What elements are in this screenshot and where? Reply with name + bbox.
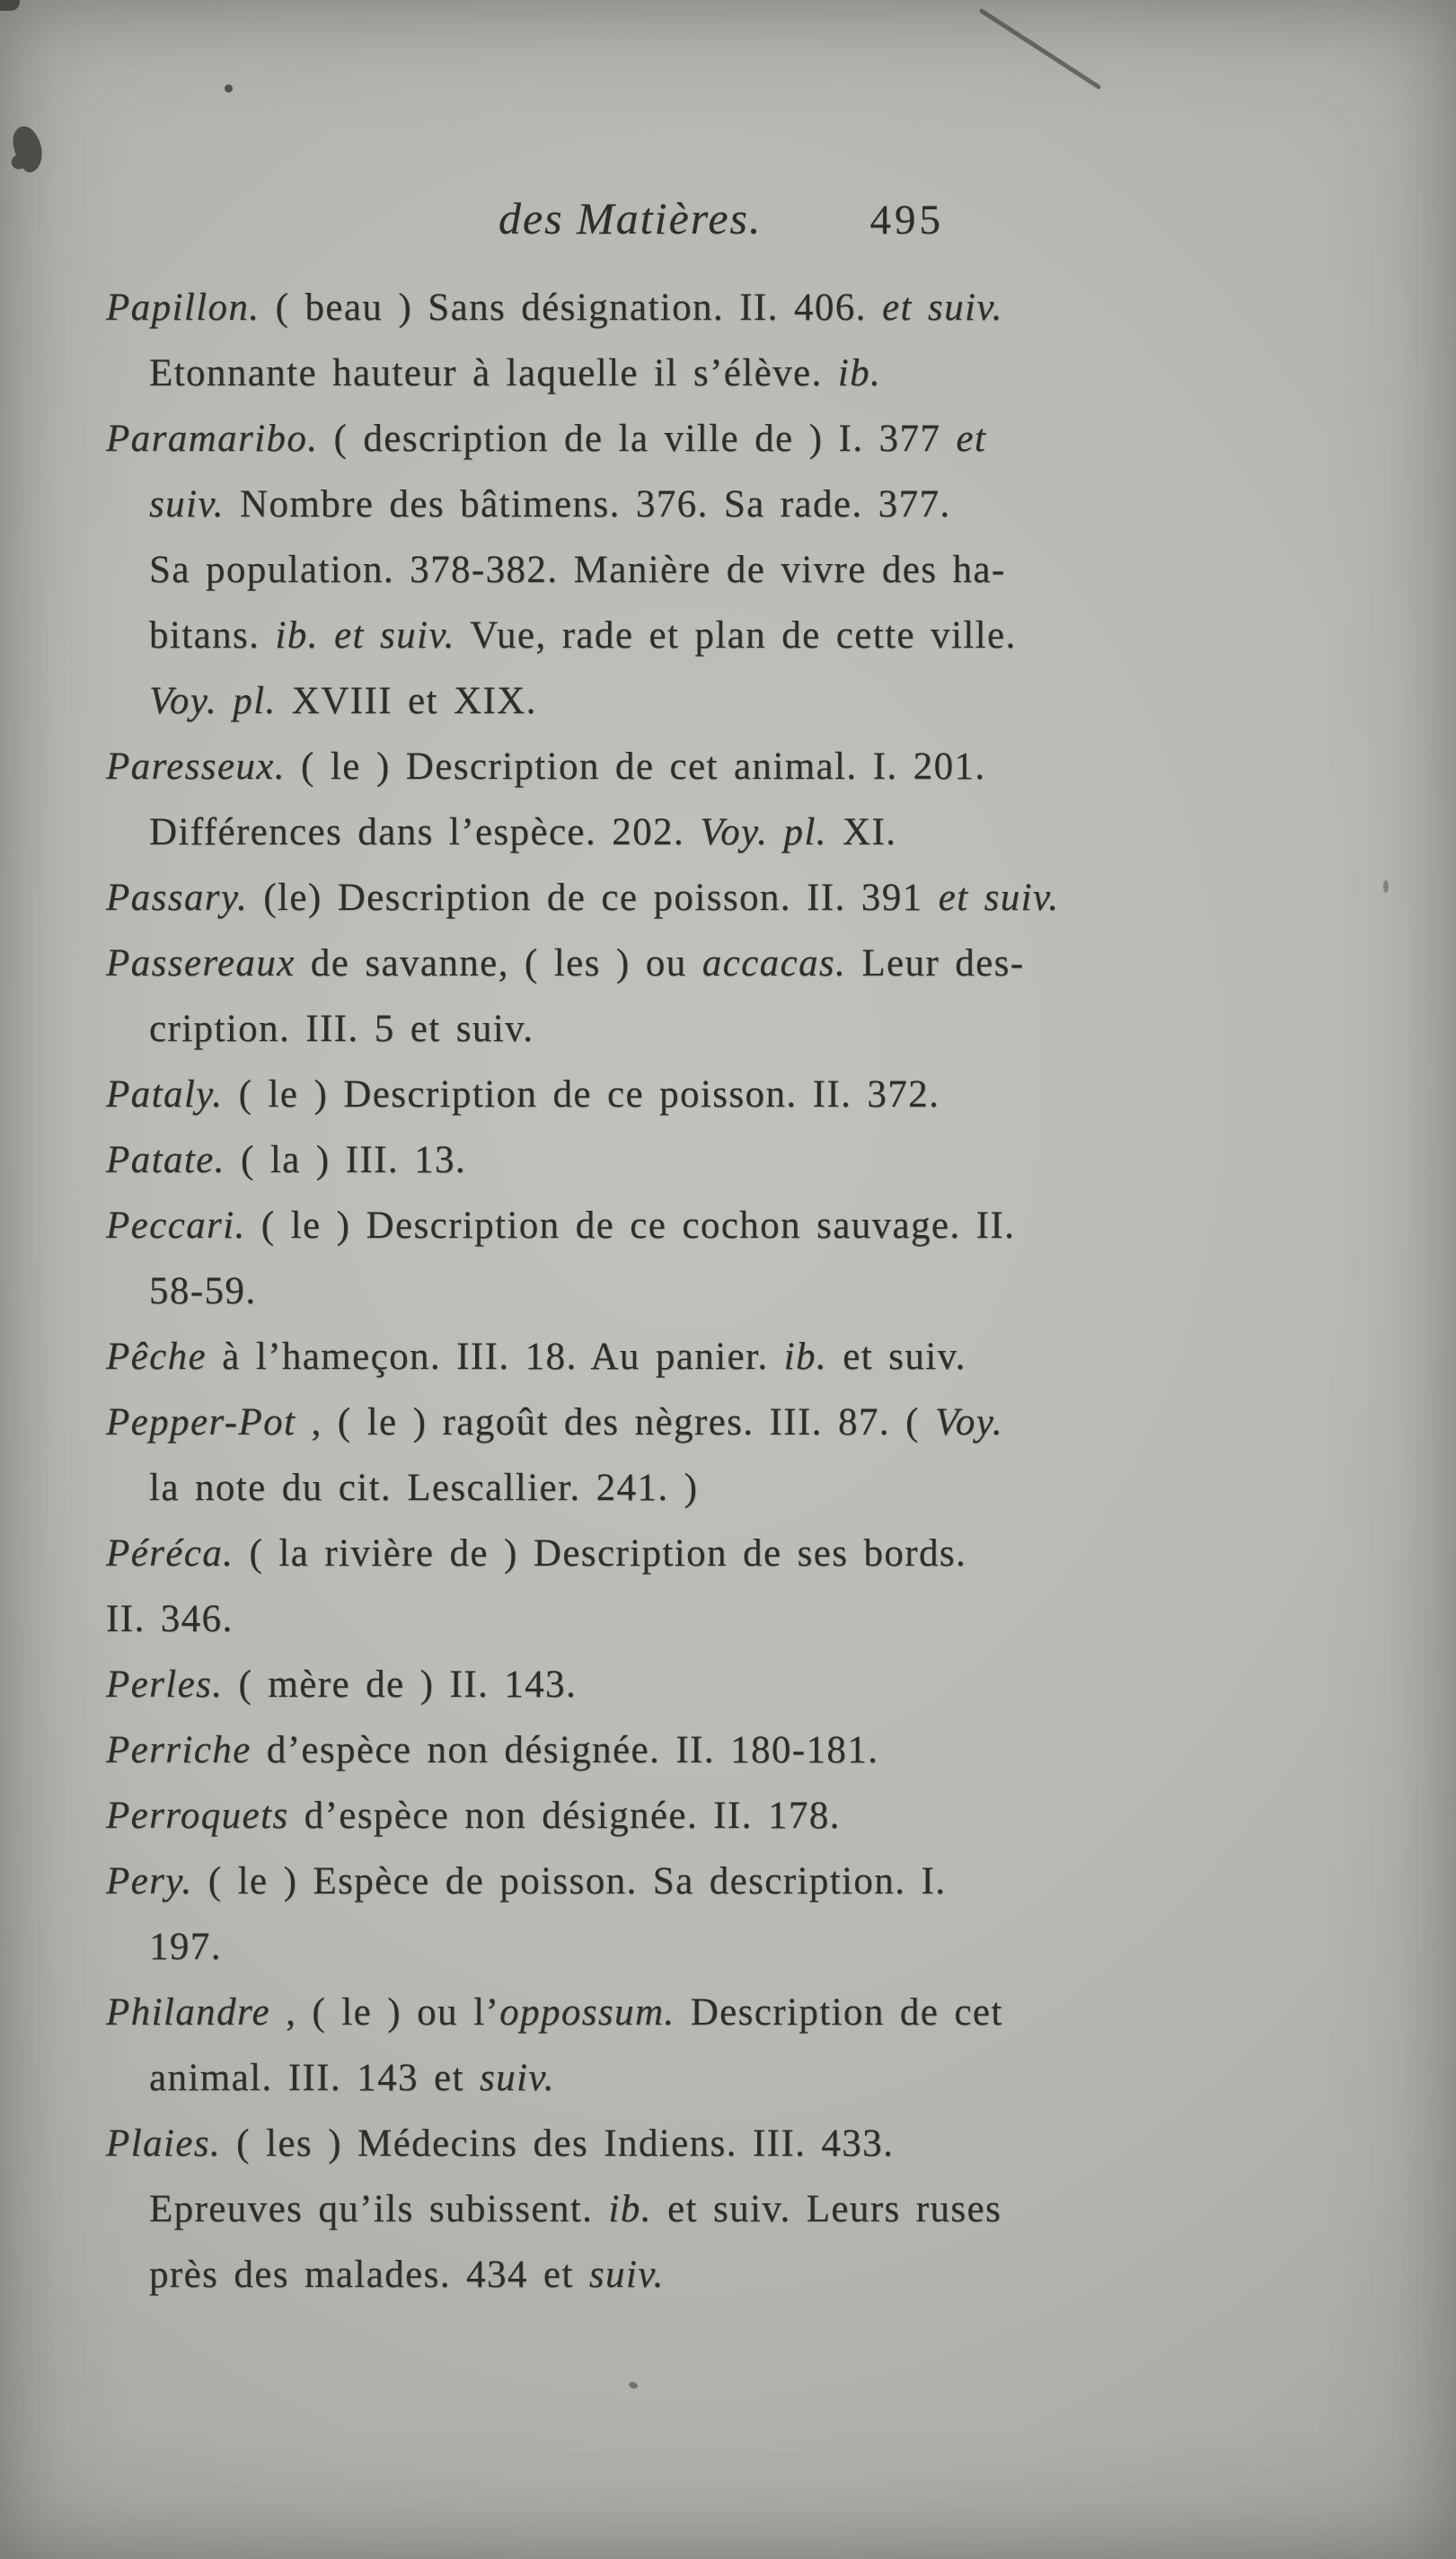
italic-text: Passereaux [106, 942, 296, 984]
roman-text: d’espèce non désignée. II. 180-181. [251, 1729, 879, 1771]
italic-text: suiv. [149, 483, 225, 525]
entry-line [106, 1914, 1337, 1980]
roman-text: XI. [826, 811, 897, 853]
index-entry [106, 865, 1337, 931]
italic-text: Paresseux. [106, 746, 286, 788]
index-entry [106, 1127, 1337, 1193]
italic-text: Plaies. [106, 2122, 222, 2165]
entry-line [106, 340, 1337, 406]
italic-text: Perroquets [106, 1795, 289, 1837]
ink-speck [628, 2381, 639, 2390]
roman-text: II. 346. [106, 1598, 234, 1640]
index-entry [106, 931, 1337, 1062]
roman-text: ( le ) Espèce de poisson. Sa description. I. [192, 1860, 947, 1902]
entry-line [106, 996, 1337, 1062]
roman-text: ( la rivière de ) Description de ses bords. [234, 1532, 967, 1575]
entry-line [106, 1127, 1337, 1193]
index-entry [106, 1980, 1337, 2111]
entry-line [106, 1652, 1337, 1717]
italic-text: Pêche [106, 1336, 207, 1378]
roman-text: Différences dans l’espèce. 202. [149, 811, 701, 853]
index-entry [106, 1783, 1337, 1849]
index-entry [106, 1062, 1337, 1127]
roman-text: Epreuves qu’ils subissent. [149, 2188, 609, 2230]
entry-line [106, 1455, 1337, 1521]
italic-text: Voy. pl. [700, 811, 827, 853]
roman-text: et suiv. [827, 1336, 966, 1378]
roman-text: et suiv. Leurs ruses [651, 2188, 1002, 2230]
italic-text: Patate. [106, 1139, 225, 1181]
section-title: des Matières. [498, 193, 763, 243]
roman-text: , ( le ) ragoût des nègres. III. 87. ( [296, 1401, 935, 1443]
entry-line [106, 865, 1337, 931]
index-content [106, 192, 1337, 2308]
italic-text: accacas. [702, 942, 847, 984]
ink-speck [225, 84, 233, 93]
italic-text: Peccari. [106, 1204, 246, 1247]
entry-line [106, 2242, 1337, 2308]
entry-line [106, 799, 1337, 865]
roman-text: ( le ) Description de cet animal. I. 201. [285, 746, 986, 788]
index-entry [106, 1193, 1337, 1324]
entry-line [106, 2111, 1337, 2176]
italic-text: suiv. [480, 2057, 555, 2099]
italic-text: ib. et suiv. [275, 614, 455, 657]
entry-line [106, 668, 1337, 734]
italic-text: Voy. pl. [149, 680, 277, 722]
italic-text: oppossum. [499, 1991, 675, 2034]
roman-text: près des malades. 434 et [149, 2254, 589, 2296]
roman-text: ( description de la ville de ) I. 377 [318, 418, 957, 460]
italic-text: Paramaribo. [106, 418, 319, 460]
roman-text: ( la ) III. 13. [225, 1139, 467, 1181]
entry-line [106, 406, 1337, 472]
roman-text: 197. [149, 1926, 222, 1968]
roman-text: animal. III. 143 et [149, 2057, 481, 2099]
entry-line [106, 1849, 1337, 1914]
roman-text: la note du cit. Lescallier. 241. ) [149, 1467, 699, 1509]
italic-text: et [956, 418, 987, 460]
roman-text: Leur des- [846, 942, 1025, 984]
italic-text: Passary. [106, 877, 249, 919]
index-entry [106, 275, 1337, 406]
italic-text: ib. [837, 352, 882, 394]
entry-line [106, 1258, 1337, 1324]
roman-text: Nombre des bâtimens. 376. Sa rade. 377. [224, 483, 951, 525]
roman-text: Sa population. 378-382. Manière de vivre des ha- [149, 549, 1006, 591]
page-number: 495 [869, 197, 945, 243]
index-entry [106, 1652, 1337, 1717]
entry-line [106, 2176, 1337, 2242]
italic-text: Voy. [934, 1401, 1004, 1443]
entry-line [106, 472, 1337, 537]
roman-text: bitans. [149, 614, 276, 657]
italic-text: ib. [608, 2188, 652, 2230]
ink-stroke [979, 8, 1102, 90]
roman-text: , ( le ) ou l’ [269, 1991, 500, 2034]
italic-text: ib. [783, 1336, 828, 1378]
entry-line [106, 603, 1337, 668]
entry-line [106, 2045, 1337, 2111]
roman-text: ( mère de ) II. 143. [223, 1663, 578, 1706]
entry-line [106, 1586, 1337, 1652]
entry-line [106, 734, 1337, 799]
entry-line [106, 1193, 1337, 1258]
italic-text: Péréca. [106, 1532, 234, 1575]
index-entry [106, 1521, 1337, 1652]
entry-line [106, 1980, 1337, 2045]
ink-speck [1383, 880, 1389, 893]
ink-blot [10, 123, 46, 174]
roman-text: Etonnante hauteur à laquelle il s’élève. [149, 352, 838, 394]
italic-text: et suiv. [881, 287, 1003, 329]
index-entry [106, 734, 1337, 865]
page-header [106, 192, 1337, 244]
entry-line [106, 1324, 1337, 1390]
roman-text: à l’hameçon. III. 18. Au panier. [207, 1336, 784, 1378]
italic-text: Perriche [106, 1729, 251, 1771]
roman-text: (le) Description de ce poisson. II. 391 [248, 877, 939, 919]
italic-text: suiv. [588, 2254, 665, 2296]
roman-text: XVIII et XIX. [276, 680, 537, 722]
roman-text: ( le ) Description de ce cochon sauvage. II. [245, 1204, 1016, 1247]
entry-line [106, 1390, 1337, 1455]
entry-line [106, 931, 1337, 996]
italic-text: Pepper-Pot [106, 1401, 296, 1443]
italic-text: Pery. [106, 1860, 193, 1902]
entry-line [106, 1521, 1337, 1586]
italic-text: Papillon. [106, 287, 260, 329]
entries-list [106, 275, 1337, 2308]
index-entry [106, 1324, 1337, 1390]
roman-text: ( le ) Description de ce poisson. II. 372. [223, 1073, 940, 1116]
roman-text: cription. III. 5 et suiv. [149, 1008, 534, 1050]
index-entry [106, 1390, 1337, 1521]
entry-line [106, 1783, 1337, 1849]
roman-text: d’espèce non désignée. II. 178. [288, 1795, 841, 1837]
roman-text: Description de cet [675, 1991, 1003, 2034]
italic-text: Philandre [106, 1991, 270, 2034]
index-entry [106, 1849, 1337, 1980]
index-entry [106, 406, 1337, 734]
roman-text: Vue, rade et plan de cette ville. [454, 614, 1017, 657]
entry-line [106, 1062, 1337, 1127]
entry-line [106, 537, 1337, 603]
entry-line [106, 1717, 1337, 1783]
italic-text: Perles. [106, 1663, 224, 1706]
roman-text: ( beau ) Sans désignation. II. 406. [260, 287, 882, 329]
roman-text: 58-59. [149, 1270, 257, 1312]
roman-text: de savanne, ( les ) ou [295, 942, 702, 984]
entry-line [106, 275, 1337, 340]
roman-text: ( les ) Médecins des Indiens. III. 433. [221, 2122, 895, 2165]
italic-text: et suiv. [938, 877, 1060, 919]
index-entry [106, 2111, 1337, 2308]
scan-corner-artifact [0, 0, 20, 11]
italic-text: Pataly. [106, 1073, 224, 1116]
index-entry [106, 1717, 1337, 1783]
